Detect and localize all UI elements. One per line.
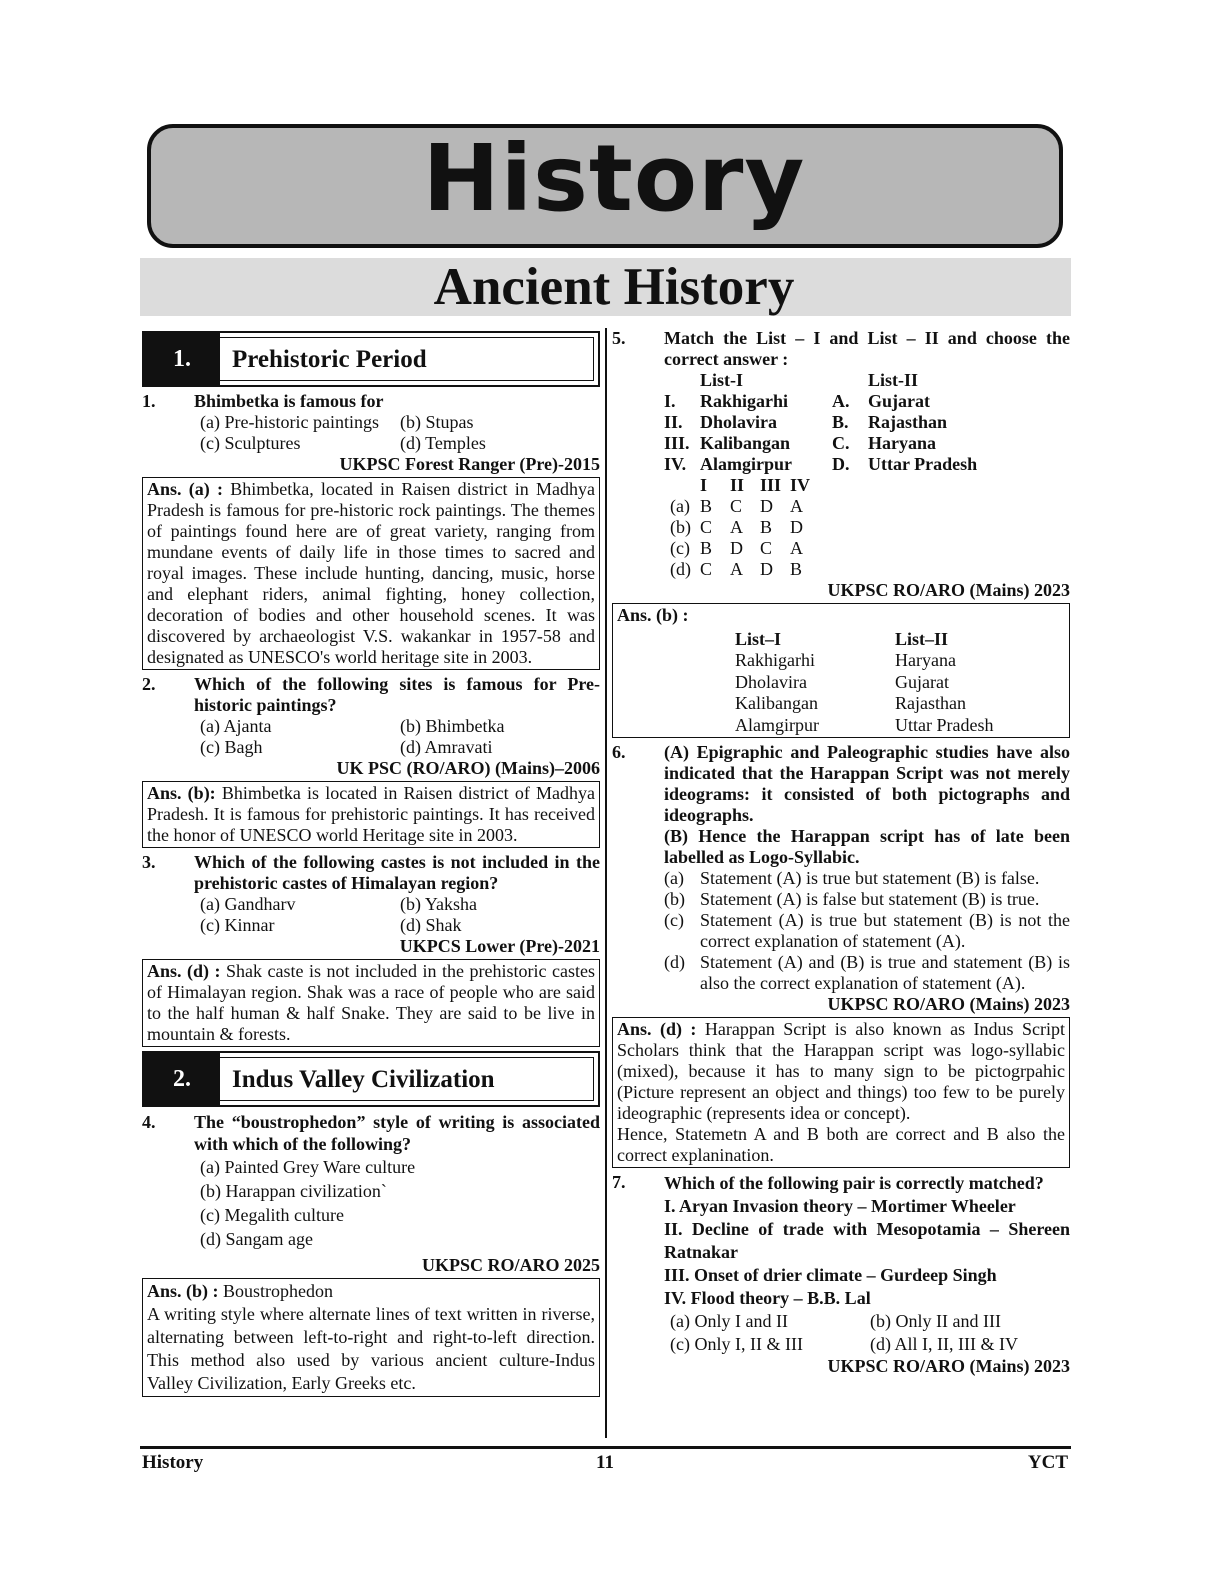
option: (b) Bhimbetka (400, 716, 505, 736)
question-number: 7. (612, 1172, 626, 1192)
list-item: Rakhigarhi (700, 391, 789, 411)
left-column (142, 328, 600, 1401)
list-item: Dholavira (700, 412, 778, 432)
list-item: Gujarat (868, 391, 930, 411)
section-header (142, 331, 600, 387)
question-source: UKPCS Lower (Pre)-2021 (399, 936, 600, 956)
list-index: C. (832, 433, 850, 453)
list-index: I. (664, 391, 676, 411)
table-heading: List–II (895, 628, 949, 649)
question-number: 4. (142, 1112, 156, 1132)
code-cell: A (730, 559, 743, 579)
table-heading: List–I (735, 628, 782, 649)
option: (b) Yaksha (400, 894, 478, 914)
option: (c) Megalith culture (200, 1205, 344, 1225)
code-cell: (b) (670, 517, 691, 537)
code-cell: IV (790, 475, 811, 495)
option: (d) Temples (400, 433, 486, 453)
answer-label: Ans. (b) : (617, 605, 689, 625)
table-cell: Dholavira (735, 671, 807, 692)
answer-text: Bhimbetka, located in Raisen district in Madhya Pradesh is famous for pre-historic rock paintings. The themes of paintings found here are of great variety, ranging from mundane events of daily life in those times to sacred and royal images. These include hunting, dancing, music, horse and elephant riders, animal fighting, honey collection, decoration of bodies and other household scenes. It was discovered by archaeologist V.S. wakankar in 1957-58 and designated as UNESCO's world heritage site in 2003. (147, 479, 596, 667)
code-cell: A (790, 538, 803, 558)
list-index: III. (664, 433, 690, 453)
code-cell: C (700, 517, 713, 537)
page-number: 11 (596, 1452, 614, 1473)
options (200, 716, 600, 758)
footer-rule (140, 1446, 1071, 1449)
question-text: Match the List – I and List – II and choose the correct answer : (664, 328, 1070, 369)
pair: I. Aryan Invasion theory – Mortimer Wheeler (664, 1196, 1016, 1216)
question (612, 1172, 1070, 1310)
table-cell: Uttar Pradesh (895, 714, 994, 735)
question-text (664, 1172, 1070, 1310)
answer-box (142, 477, 600, 670)
code-cell: A (730, 517, 743, 537)
section-title: Prehistoric Period (232, 345, 427, 373)
list-index: II. (664, 412, 683, 432)
code-cell: C (730, 496, 743, 516)
option: (a) Ajanta (200, 716, 272, 736)
options (670, 1310, 1070, 1356)
option: (d) Sangam age (200, 1229, 313, 1249)
list-item: Haryana (868, 433, 937, 453)
option: (d) All I, II, III & IV (870, 1334, 1018, 1354)
code-cell: D (790, 517, 803, 537)
code-cell: (c) (670, 538, 690, 558)
answer-box (142, 959, 600, 1047)
answer-text: Shak caste is not included in the prehistoric castes of Himalayan region. Shak was a race of people who are said to the half human & half Snake. They are said to be live in mountain & forests. (147, 961, 596, 1044)
table-cell: Alamgirpur (735, 714, 819, 735)
answer-text: Hence, Statemetn A and B both are correct and B also the correct explanination. (617, 1124, 1065, 1165)
right-column (612, 328, 1070, 1377)
option: (a) Painted Grey Ware culture (200, 1157, 416, 1177)
section-number: 2. (144, 1053, 220, 1105)
question (142, 391, 600, 412)
option: (c) Kinnar (200, 915, 275, 935)
answer-label: Ans. (d) : (147, 961, 221, 981)
code-cell: D (760, 559, 773, 579)
question-text: Bhimbetka is famous for (194, 391, 384, 411)
section-number: 1. (144, 333, 220, 385)
option-letter: (a) (664, 868, 684, 888)
options (200, 894, 600, 936)
pair: IV. Flood theory – B.B. Lal (664, 1288, 871, 1308)
question-source: UKPSC RO/ARO (Mains) 2023 (827, 994, 1070, 1014)
statement-b: (B) Hence the Harappan script has of late been labelled as Logo-Syllabic. (664, 826, 1070, 867)
option: (b) Only II and III (870, 1311, 1001, 1331)
answer-label: Ans. (b) : (147, 1281, 219, 1301)
question (612, 742, 1070, 868)
answer-box (142, 1278, 600, 1397)
page-subtitle: Ancient History (433, 258, 795, 316)
pair: III. Onset of drier climate – Gurdeep Singh (664, 1265, 997, 1285)
code-cell: A (790, 496, 803, 516)
question-source: UKPSC RO/ARO (Mains) 2023 (827, 1356, 1070, 1376)
option: (b) Stupas (400, 412, 474, 432)
option-text: Statement (A) is true but statement (B) is not the correct explanation of statement (A). (700, 910, 1070, 951)
question-number: 2. (142, 674, 156, 694)
code-cell: C (760, 538, 773, 558)
options (664, 868, 1070, 994)
question-number: 6. (612, 742, 626, 762)
list-heading: List-II (868, 370, 919, 390)
code-cell: B (790, 559, 803, 579)
list-heading: List-I (700, 370, 744, 390)
code-cell: I (700, 475, 708, 495)
list-index: D. (832, 454, 850, 474)
column-divider (605, 328, 607, 1438)
code-cell: D (730, 538, 743, 558)
option: (c) Only I, II & III (670, 1334, 803, 1354)
option-letter: (c) (664, 910, 684, 930)
answer-heading: Boustrophedon (223, 1281, 334, 1301)
option: (c) Bagh (200, 737, 263, 757)
answer-codes (670, 475, 1070, 580)
answer-text: A writing style where alternate lines of text written in riverse, alternating between left-to-right and right-to-left direction. This method also used by various ancient culture-Indus Valley Civilization, Early Greeks etc. (147, 1304, 595, 1393)
match-list (664, 370, 1070, 475)
question-stem: Which of the following pair is correctly matched? (664, 1173, 1044, 1193)
question (612, 328, 1070, 370)
answer-label: Ans. (d) : (617, 1019, 697, 1039)
footer-left: History (142, 1452, 204, 1473)
list-item: Kalibangan (700, 433, 791, 453)
option-text: Statement (A) is false but statement (B) is true. (700, 889, 1040, 909)
option: (d) Amravati (400, 737, 493, 757)
question-source: UKPSC Forest Ranger (Pre)-2015 (339, 454, 600, 474)
question-text: Which of the following sites is famous for Pre-historic paintings? (194, 674, 600, 715)
pair: II. Decline of trade with Mesopotamia – Shereen Ratnakar (664, 1219, 1070, 1262)
section-header (142, 1051, 600, 1107)
question-number: 1. (142, 391, 156, 411)
option: (b) Harappan civilization` (200, 1181, 387, 1201)
question (142, 674, 600, 716)
answer-table (735, 629, 1065, 737)
list-index: IV. (664, 454, 687, 474)
question-source: UKPSC RO/ARO (Mains) 2023 (827, 580, 1070, 600)
question (142, 852, 600, 894)
answer-text: Bhimbetka is located in Raisen district of Madhya Pradesh. It is famous for prehistoric paintings. It has received the honor of UNESCO world Heritage site in 2003. (147, 783, 595, 845)
question-number: 5. (612, 328, 626, 348)
footer-right: YCT (1027, 1452, 1068, 1473)
table-cell: Kalibangan (735, 693, 818, 713)
option-text: Statement (A) is true but statement (B) is false. (700, 868, 1040, 888)
answer-text: Harappan Script is also known as Indus Script Scholars think that the Harappan script was logo-syllabic (mixed), because it has to many sign to be pictogrpahic (Picture represent an object and things) too few to be purely ideographic (represents idea or concept). (617, 1019, 1065, 1123)
code-cell: B (760, 517, 773, 537)
code-cell: III (760, 475, 782, 495)
section-title: Indus Valley Civilization (232, 1065, 495, 1093)
answer-box (612, 1017, 1070, 1168)
option-letter: (d) (664, 952, 685, 972)
table-cell: Rakhigarhi (735, 650, 815, 670)
code-cell: II (730, 475, 745, 495)
list-index: A. (832, 391, 850, 411)
question-source: UKPSC RO/ARO 2025 (421, 1255, 600, 1275)
code-cell: C (700, 559, 713, 579)
question-number: 3. (142, 852, 156, 872)
question-text (664, 742, 1070, 868)
answer-box (612, 603, 1070, 738)
code-cell: B (700, 538, 713, 558)
answer-box (142, 781, 600, 848)
code-cell: (a) (670, 496, 690, 516)
statement-a: (A) Epigraphic and Paleographic studies have also indicated that the Harappan Script was not merely ideograms: it consisted of both pictographs and ideographs. (664, 742, 1070, 825)
table-cell: Haryana (895, 650, 956, 670)
code-cell: D (760, 496, 773, 516)
question-source: UK PSC (RO/ARO) (Mains)–2006 (336, 758, 600, 778)
question-text: The “boustrophedon” style of writing is associated with which of the following? (194, 1112, 600, 1154)
option: (a) Pre-historic paintings (200, 412, 379, 432)
table-cell: Rajasthan (895, 693, 966, 713)
option: (a) Gandharv (200, 894, 296, 914)
list-item: Rajasthan (868, 412, 948, 432)
question-text: Which of the following castes is not included in the prehistoric castes of Himalayan region? (194, 852, 600, 893)
code-cell: B (700, 496, 713, 516)
question (142, 1111, 600, 1155)
options (200, 412, 600, 454)
code-cell (670, 475, 700, 496)
option: (c) Sculptures (200, 433, 301, 453)
option: (d) Shak (400, 915, 462, 935)
list-item: Uttar Pradesh (868, 454, 978, 474)
page-title: History (422, 125, 806, 232)
answer-label: Ans. (a) : (147, 479, 223, 499)
option-text: Statement (A) and (B) is true and statement (B) is also the correct explanation of statement (A). (700, 952, 1070, 993)
answer-label: Ans. (b): (147, 783, 216, 803)
option: (a) Only I and II (670, 1311, 788, 1331)
code-cell: (d) (670, 559, 691, 579)
table-cell: Gujarat (895, 671, 949, 692)
list-index: B. (832, 412, 849, 432)
options (200, 1155, 600, 1251)
option-letter: (b) (664, 889, 685, 909)
list-item: Alamgirpur (700, 454, 792, 474)
